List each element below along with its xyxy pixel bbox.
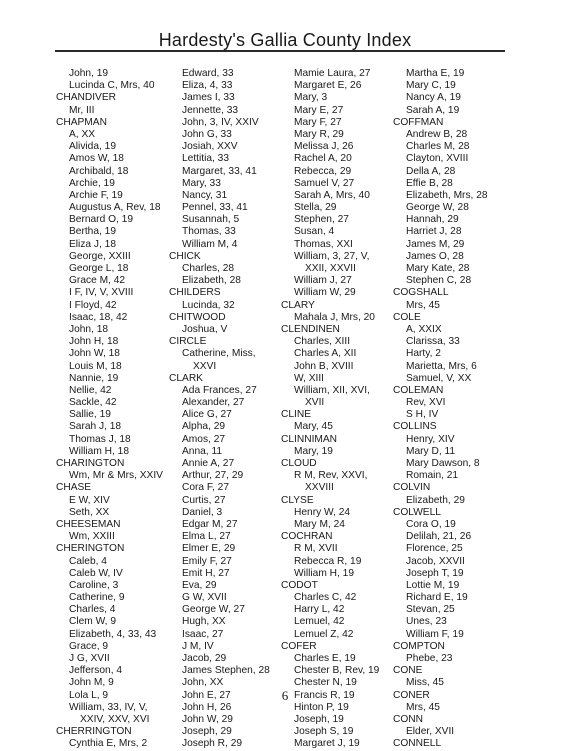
index-entry: James O, 28 [406, 250, 464, 262]
index-entry: William, 3, 27, V, [294, 250, 370, 262]
index-entry: Arthur, 27, 29 [182, 470, 244, 482]
index-entry: Mahala J, Mrs, 20 [294, 311, 375, 323]
index-entry: Mary C, 19 [406, 80, 456, 92]
index-entry: George L, 18 [69, 263, 129, 274]
index-entry: Delilah, 21, 26 [406, 531, 472, 543]
index-entry: Lemuel, 42 [294, 616, 345, 628]
index-entry: G W, XVII [182, 592, 227, 604]
page-number: 6 [281, 688, 289, 703]
index-entry: Hinton P, 19 [294, 701, 349, 713]
index-entry: Harry L, 42 [294, 604, 345, 616]
index-surname: COFER [281, 640, 317, 652]
index-entry: Daniel, 3 [182, 506, 223, 518]
index-entry: Caleb, 4 [69, 555, 107, 567]
index-entry: Elder, XVII [406, 726, 455, 738]
index-entry: Florence, 25 [406, 543, 463, 555]
index-entry: Grace, 9 [69, 640, 109, 652]
index-column-1 [56, 68, 163, 751]
index-surname: COGSHALL [393, 287, 449, 299]
index-entry: R M, XVII [294, 543, 338, 555]
index-entry: John E, 27 [182, 689, 231, 701]
index-column-3 [281, 68, 379, 751]
index-entry: XXVI [193, 360, 217, 372]
index-surname: CLOUD [281, 458, 317, 469]
index-entry: Alivida, 19 [69, 141, 117, 153]
index-entry: James Stephen, 28 [182, 665, 270, 677]
index-entry: Stephen, 27 [294, 214, 349, 226]
index-entry: Joseph, 29 [182, 726, 232, 738]
index-entry: Rebecca, 29 [294, 165, 352, 177]
index-entry: Archibald, 18 [69, 165, 129, 177]
index-surname: COCHRAN [281, 531, 333, 543]
index-entry: XVII [305, 397, 325, 409]
index-surname: CHANDIVER [56, 92, 117, 104]
index-entry: E W, XIV [69, 494, 110, 506]
index-entry: Annie A, 27 [182, 458, 235, 469]
index-entry: John M, 9 [69, 677, 114, 689]
index-entry: Margaret J, 19 [294, 738, 360, 750]
index-entry: Augustus A, Rev, 18 [69, 202, 161, 214]
index-entry: Rachel A, 20 [294, 153, 352, 165]
index-entry: Nancy A, 19 [406, 92, 461, 104]
index-entry: Charles A, XII [294, 348, 357, 360]
index-entry: Charles C, 42 [294, 592, 357, 604]
index-surname: COLEMAN [393, 384, 444, 396]
index-surname: CIRCLE [169, 336, 207, 348]
index-entry: J M, IV [182, 640, 214, 652]
index-entry: Charles, 28 [182, 263, 235, 274]
index-entry: Stephen C, 28 [406, 275, 472, 287]
index-entry: Pennel, 33, 41 [182, 202, 248, 214]
index-entry: Phebe, 23 [406, 653, 453, 664]
index-entry: Mary R, 29 [294, 128, 344, 140]
index-entry: Sarah A, Mrs, 40 [294, 189, 370, 201]
index-entry: Sallie, 19 [69, 409, 111, 421]
index-surname: CHICK [169, 250, 201, 262]
index-entry: James I, 33 [182, 92, 235, 104]
index-entry: Mrs, 45 [406, 701, 440, 713]
index-entry: Henry W, 24 [294, 506, 351, 518]
index-entry: Eliza J, 18 [69, 238, 116, 250]
index-entry: Clem W, 9 [69, 616, 116, 628]
index-entry: Ada Frances, 27 [182, 384, 257, 396]
index-entry: Elizabeth, 4, 33, 43 [69, 628, 157, 640]
index-entry: Lettitia, 33 [182, 153, 230, 165]
index-entry: Amos W, 18 [69, 153, 124, 165]
index-entry: Lottie M, 19 [406, 579, 460, 591]
index-entry: Catherine, 9 [69, 592, 125, 604]
index-entry: Stella, 29 [294, 202, 337, 214]
index-surname: CONN [393, 713, 423, 725]
index-entry: Joseph, 19 [294, 713, 344, 725]
index-surname: CHERINGTON [56, 543, 125, 555]
index-entry: Charles M, 28 [406, 141, 470, 153]
index-entry: Mary, 19 [294, 445, 333, 457]
index-entry: Mamie Laura, 27 [294, 68, 371, 79]
index-entry: Cora O, 19 [406, 518, 456, 530]
index-surname: CHITWOOD [169, 311, 226, 323]
index-entry: Miss, 45 [406, 677, 444, 689]
index-entry: Joseph S, 19 [294, 726, 354, 738]
index-entry: Sarah J, 18 [69, 421, 122, 433]
index-entry: Nannie, 19 [69, 372, 119, 384]
index-entry: Joshua, V [182, 323, 228, 335]
index-entry: Mary Dawson, 8 [406, 458, 480, 469]
index-surname: COLE [393, 311, 421, 323]
index-entry: Harriet J, 28 [406, 226, 462, 238]
index-entry: John G, 33 [182, 128, 232, 140]
index-entry: Della A, 28 [406, 165, 456, 177]
index-entry: J G, XVII [69, 653, 110, 664]
index-entry: William, 33, IV, V, [69, 701, 148, 713]
index-entry: John B, XVIII [294, 360, 354, 372]
index-entry: XXIV, XXV, XVI [80, 713, 150, 725]
index-entry: Susan, 4 [294, 226, 335, 238]
index-entry: Charles, 4 [69, 604, 116, 616]
index-entry: Mary, 45 [294, 421, 333, 433]
index-entry: Alice G, 27 [182, 409, 232, 421]
index-surname: CHERRINGTON [56, 726, 132, 738]
index-entry: Samuel, V, XX [406, 372, 472, 384]
index-surname: CODOT [281, 579, 318, 591]
index-entry: Isaac, 18, 42 [69, 311, 128, 323]
index-entry: Seth, XX [69, 506, 110, 518]
index-entry: Andrew B, 28 [406, 128, 468, 140]
index-entry: Clayton, XVIII [406, 153, 469, 165]
index-entry: Grace M, 42 [69, 275, 126, 287]
index-entry: James M, 29 [406, 238, 465, 250]
index-entry: Elizabeth, 28 [182, 275, 241, 287]
index-surname: CLENDINEN [281, 323, 340, 335]
index-surname: CONE [393, 665, 423, 677]
index-entry: Mary Kate, 28 [406, 263, 470, 274]
index-entry: Samuel V, 27 [294, 177, 355, 189]
index-entry: Bertha, 19 [69, 226, 117, 238]
index-entry: Thomas, XXI [294, 238, 353, 250]
index-entry: Margaret, 33, 41 [182, 165, 257, 177]
index-entry: Josiah, XXV [182, 141, 238, 153]
index-entry: Edgar M, 27 [182, 518, 238, 530]
index-entry: Elizabeth, 29 [406, 494, 465, 506]
index-entry: Mary M, 24 [294, 518, 345, 530]
index-entry: Wm, XXIII [69, 531, 115, 543]
index-entry: Nancy, 31 [182, 189, 228, 201]
index-entry: Lucinda C, Mrs, 40 [69, 80, 155, 92]
index-entry: William, XII, XVI, [294, 384, 370, 396]
index-entry: Cora F, 27 [182, 482, 229, 494]
index-entry: William H, 19 [294, 567, 355, 579]
index-entry: Sackle, 42 [69, 397, 117, 409]
index-entry: Harty, 2 [406, 348, 441, 360]
index-entry: Henry, XIV [406, 433, 455, 445]
index-entry: A, XXIX [406, 323, 442, 335]
index-entry: Martha E, 19 [406, 68, 465, 79]
index-entry: William J, 27 [294, 275, 352, 287]
index-surname: CHASE [56, 482, 92, 494]
index-entry: Bernard O, 19 [69, 214, 133, 226]
index-entry: Clarissa, 33 [406, 336, 460, 348]
index-entry: Charles, XIII [294, 336, 351, 348]
index-entry: Chester B, Rev, 19 [294, 665, 380, 677]
index-entry: John, 3, IV, XXIV [182, 116, 259, 128]
index-entry: XXVIII [305, 482, 334, 494]
index-entry: Eva, 29 [182, 579, 217, 591]
index-entry: Nellie, 42 [69, 384, 112, 396]
index-entry: Catherine, Miss, [182, 348, 256, 360]
index-entry: Elmer E, 29 [182, 543, 236, 555]
index-entry: Alpha, 29 [182, 421, 226, 433]
index-entry: Elizabeth, Mrs, 28 [406, 189, 488, 201]
index-entry: Susannah, 5 [182, 214, 240, 226]
index-entry: Mary, 3 [294, 92, 328, 104]
index-surname: CLINE [281, 409, 312, 421]
index-entry: Caleb W, IV [69, 567, 123, 579]
index-entry: Emit H, 27 [182, 567, 230, 579]
index-entry: Jacob, 29 [182, 653, 227, 664]
index-entry: Eliza, 4, 33 [182, 80, 233, 92]
index-entry: Mary E, 27 [294, 104, 344, 116]
index-entry: Archie, 19 [69, 177, 115, 189]
index-entry: Jennette, 33 [182, 104, 239, 116]
index-surname: CLINNIMAN [281, 433, 338, 445]
page-title: Hardesty's Gallia County Index [158, 30, 412, 50]
index-entry: George W, 28 [406, 202, 469, 214]
index-entry: Melissa J, 26 [294, 141, 354, 153]
index-entry: R M, Rev, XXVI, [294, 470, 368, 482]
index-entry: Joseph T, 19 [406, 567, 464, 579]
index-entry: John H, 18 [69, 336, 119, 348]
index-entry: Amos, 27 [182, 433, 226, 445]
index-entry: Rev, XVI [406, 397, 446, 409]
index-entry: John W, 18 [69, 348, 120, 360]
index-entry: Joseph R, 29 [182, 738, 243, 750]
index-surname: COMPTON [393, 640, 445, 652]
index-entry: Thomas J, 18 [69, 433, 131, 445]
index-entry: John, XX [182, 677, 224, 689]
index-entry: Archie F, 19 [69, 189, 123, 201]
index-entry: Sarah A, 19 [406, 104, 460, 116]
index-entry: Lucinda, 32 [182, 299, 235, 311]
index-surname: COFFMAN [393, 116, 444, 128]
index-entry: A, XX [69, 128, 96, 140]
index-entry: XXII, XXVII [305, 263, 356, 274]
index-entry: Francis R, 19 [294, 689, 355, 701]
index-entry: Elma L, 27 [182, 531, 231, 543]
index-entry: Alexander, 27 [182, 397, 245, 409]
index-entry: Isaac, 27 [182, 628, 224, 640]
index-surname: CONNELL [393, 738, 442, 750]
index-surname: CLARY [281, 299, 315, 311]
index-entry: Margaret E, 26 [294, 80, 362, 92]
index-entry: S H, IV [406, 409, 439, 421]
index-entry: Thomas, 33 [182, 226, 236, 238]
index-entry: Rebecca R, 19 [294, 555, 362, 567]
index-surname: CONER [393, 689, 430, 701]
index-entry: William F, 19 [406, 628, 464, 640]
index-entry: John H, 26 [182, 701, 232, 713]
index-entry: Louis M, 18 [69, 360, 122, 372]
index-surname: CHAPMAN [56, 116, 107, 128]
index-column-4 [393, 68, 488, 751]
index-entry: Chester N, 19 [294, 677, 357, 689]
index-entry: Hannah, 29 [406, 214, 459, 226]
index-entry: Emily F, 27 [182, 555, 232, 567]
index-entry: Stevan, 25 [406, 604, 455, 616]
index-surname: COLWELL [393, 506, 441, 518]
title-underline [55, 50, 505, 52]
index-entry: Lola L, 9 [69, 689, 109, 701]
index-entry: George W, 27 [182, 604, 245, 616]
index-entry: Marietta, Mrs, 6 [406, 360, 477, 372]
index-surname: CLYSE [281, 494, 314, 506]
index-entry: Mr, III [69, 104, 95, 116]
index-entry: Anna, 11 [182, 445, 223, 457]
index-entry: W, XIII [294, 372, 324, 384]
index-entry: Romain, 21 [406, 470, 459, 482]
index-entry: Effie B, 28 [406, 177, 453, 189]
index-entry: Mrs, 45 [406, 299, 440, 311]
index-entry: Jacob, XXVII [406, 555, 465, 567]
index-surname: COLLINS [393, 421, 437, 433]
index-entry: Jefferson, 4 [69, 665, 123, 677]
index-surname: CHEESEMAN [56, 518, 121, 530]
index-entry: Mary F, 27 [294, 116, 342, 128]
index-entry: Wm, Mr & Mrs, XXIV [69, 470, 163, 482]
index-entry: Mary, 33 [182, 177, 221, 189]
index-entry: John, 19 [69, 68, 109, 79]
index-entry: John, 18 [69, 323, 109, 335]
index-entry: Richard E, 19 [406, 592, 468, 604]
index-entry: Unes, 23 [406, 616, 447, 628]
index-surname: CLARK [169, 372, 203, 384]
index-column-2 [169, 68, 270, 751]
index-surname: COLVIN [393, 482, 431, 494]
index-entry: Caroline, 3 [69, 579, 119, 591]
index-entry: Hugh, XX [182, 616, 226, 628]
index-entry: Edward, 33 [182, 68, 234, 79]
index-entry: William W, 29 [294, 287, 356, 299]
index-entry: George, XXIII [69, 250, 131, 262]
index-entry: William M, 4 [182, 238, 238, 250]
index-entry: Lemuel Z, 42 [294, 628, 354, 640]
index-entry: Cynthia E, Mrs, 2 [69, 738, 148, 750]
index-surname: CHILDERS [169, 287, 221, 299]
index-entry: John W, 29 [182, 713, 233, 725]
index-entry: I Floyd, 42 [69, 299, 117, 311]
index-entry: Curtis, 27 [182, 494, 226, 506]
index-entry: I F, IV, V, XVIII [69, 287, 134, 299]
index-entry: Charles E, 19 [294, 653, 356, 664]
index-surname: CHARINGTON [56, 458, 125, 469]
index-entry: Mary D, 11 [406, 445, 456, 457]
index-entry: William H, 18 [69, 445, 130, 457]
